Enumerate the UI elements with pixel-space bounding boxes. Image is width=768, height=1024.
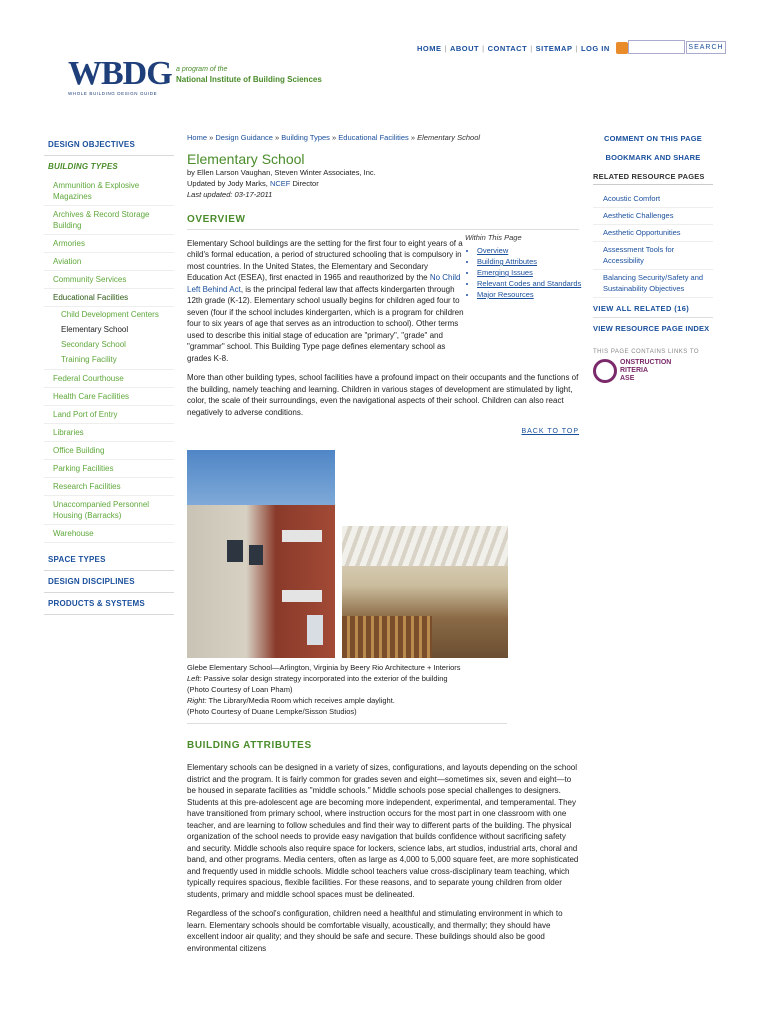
building-attributes-heading: BUILDING ATTRIBUTES bbox=[187, 739, 312, 751]
logo-program-of: a program of the bbox=[176, 66, 228, 73]
breadcrumb-home[interactable]: Home bbox=[187, 133, 208, 142]
within-title: Within This Page bbox=[465, 233, 522, 242]
sidebar-item[interactable]: Archives & Record Storage Building bbox=[44, 206, 174, 235]
window bbox=[249, 545, 263, 565]
search-button[interactable]: SEARCH bbox=[686, 41, 726, 54]
sidebar-item[interactable]: Ammunition & Explosive Magazines bbox=[44, 177, 174, 206]
library-photo bbox=[342, 526, 508, 658]
sidebar-item[interactable]: Armories bbox=[44, 235, 174, 253]
caption-left bbox=[187, 673, 507, 684]
attributes-paragraph-2: Regardless of the school's configuration, children need a healthful and stimulating environment in which to learn. Elementary schools should be comfortable visually, acoustically, and thermally; they should have excellent indoor air quality; and they should be safe and secure. These buildings should also be good environmental citizens bbox=[187, 909, 563, 953]
ccb-line: ONSTRUCTION bbox=[620, 359, 672, 366]
nav-sitemap-link[interactable]: SITEMAP bbox=[535, 43, 573, 53]
ncef-link[interactable]: NCEF bbox=[269, 179, 291, 188]
nav-contact-link[interactable]: CONTACT bbox=[487, 43, 528, 53]
bookmark-link[interactable]: BOOKMARK AND SHARE bbox=[605, 153, 701, 162]
nav-login-link[interactable]: LOG IN bbox=[580, 43, 610, 53]
breadcrumb-sep: » bbox=[209, 133, 214, 142]
related-header: RELATED RESOURCE PAGES bbox=[593, 172, 713, 185]
related-link[interactable]: Assessment Tools for Accessibility bbox=[593, 242, 713, 270]
overview-text: Elementary School buildings are the setting for the first four to eight years of a child's formal education, a period of structured schooling that is compulsory in most countries. In the United States, the Elementary and Secondary Education Act (ESEA), first enacted in 1965 and reauthorized by the bbox=[187, 238, 463, 282]
sidebar-item[interactable]: Warehouse bbox=[44, 525, 174, 543]
view-index-link[interactable]: VIEW RESOURCE PAGE INDEX bbox=[593, 324, 710, 333]
sidebar-design-disciplines[interactable]: DESIGN DISCIPLINES bbox=[44, 571, 174, 593]
updated-prefix: Updated by Jody Marks, bbox=[187, 179, 270, 188]
breadcrumb-sep: » bbox=[275, 133, 280, 142]
breadcrumb-sep: » bbox=[410, 133, 416, 142]
left-sidebar bbox=[44, 134, 174, 615]
sidebar-item-educational[interactable]: Educational Facilities bbox=[44, 289, 174, 307]
photo-caption bbox=[187, 662, 507, 724]
logo-institute: National Institute of Building Sciences bbox=[176, 75, 322, 84]
sidebar-item[interactable]: Research Facilities bbox=[44, 478, 174, 496]
sidebar-item[interactable]: Unaccompanied Personnel Housing (Barracks) bbox=[44, 496, 174, 525]
byline bbox=[187, 167, 579, 200]
caption-credit-1: (Photo Courtesy of Loan Pham) bbox=[187, 684, 293, 694]
ccb-label: THIS PAGE CONTAINS LINKS TO bbox=[593, 349, 700, 355]
sidebar-item[interactable]: Federal Courthouse bbox=[44, 370, 174, 388]
bookshelf bbox=[342, 616, 432, 658]
nav-separator: | bbox=[482, 43, 485, 53]
caption-credit-2: (Photo Courtesy of Duane Lempke/Sisson Studios) bbox=[187, 706, 357, 716]
attributes-paragraph-1: Elementary schools can be designed in a variety of sizes, configurations, and layouts depending on the school district and the program. It is fairly common for grades seven and eight—sometimes six, seven and eight—to be housed in separate facilities as "middle schools." Middle schools pose special challenges to designers. Students at this pre-adolescent age are becoming more independent, experimental, and temperamental. They have transitioned from primary school, where instruction occurs for the most part in one classroom with one teacher, and are learning to follow schedules and find their way to different parts of the building. The physical organization of the school needs to provide easy navigation that builds confidence without sacrificing safety and security. Middle schools also require space for lockers, science labs, art studios, industrial arts, choral and band, and other programs. Media centers, often as large as 4,000 to 5,000 square feet, are more sophisticated and frequently used in middle schools. Middle school teachers value cross-disciplinary team teaching, which typically requires spacious, flexible facilities. For these reasons, and to separate young children from older students, primary and middle school spaces must be delineated. bbox=[187, 763, 579, 899]
right-sidebar bbox=[593, 134, 713, 383]
sidebar-products-systems[interactable]: PRODUCTS & SYSTEMS bbox=[44, 593, 174, 615]
sidebar-item[interactable]: Aviation bbox=[44, 253, 174, 271]
window bbox=[282, 590, 322, 602]
related-link[interactable]: Acoustic Comfort bbox=[593, 191, 713, 208]
sidebar-item[interactable]: Community Services bbox=[44, 271, 174, 289]
nav-separator: | bbox=[530, 43, 533, 53]
ccb-circle-icon bbox=[593, 359, 617, 383]
top-navigation bbox=[414, 42, 643, 54]
caption-left-label: Left: bbox=[187, 673, 202, 683]
caption-left-text: Passive solar design strategy incorporated into the exterior of the building bbox=[201, 673, 448, 683]
nclb-link[interactable]: No Child Left Behind Act bbox=[187, 273, 461, 294]
logo-wordmark: WBDG bbox=[68, 55, 172, 92]
photo-gallery bbox=[187, 450, 579, 658]
sidebar-subitem[interactable]: Child Development Centers bbox=[61, 310, 159, 319]
site-logo[interactable] bbox=[68, 55, 322, 96]
breadcrumb-building-types[interactable]: Building Types bbox=[281, 133, 330, 142]
sidebar-item[interactable]: Land Port of Entry bbox=[44, 406, 174, 424]
within-link-issues[interactable]: • Emerging Issues bbox=[477, 267, 583, 278]
ccb-logo[interactable] bbox=[593, 359, 713, 383]
within-link-attributes[interactable]: • Building Attributes bbox=[477, 256, 583, 267]
main-content bbox=[187, 132, 582, 962]
comment-link[interactable]: COMMENT ON THIS PAGE bbox=[603, 134, 703, 143]
nav-about-link[interactable]: ABOUT bbox=[449, 43, 480, 53]
sidebar-design-objectives[interactable]: DESIGN OBJECTIVES bbox=[44, 134, 174, 156]
caption-right-label: Right: bbox=[187, 695, 207, 705]
sidebar-subitem[interactable]: Secondary School bbox=[61, 340, 126, 349]
within-link-overview[interactable]: • Overview bbox=[477, 245, 583, 256]
updated-line bbox=[187, 178, 579, 189]
ccb-text bbox=[620, 359, 671, 383]
within-link-codes[interactable]: • Relevant Codes and Standards bbox=[477, 278, 583, 289]
logo-tagline: WHOLE BUILDING DESIGN GUIDE bbox=[68, 91, 158, 96]
author-line: by Ellen Larson Vaughan, Steven Winter Associates, Inc. bbox=[187, 168, 376, 177]
sidebar-building-types[interactable]: BUILDING TYPES bbox=[48, 162, 118, 171]
view-all-related-link[interactable]: VIEW ALL RELATED (16) bbox=[593, 304, 713, 318]
sidebar-space-types[interactable]: SPACE TYPES bbox=[44, 549, 174, 571]
overview-heading: OVERVIEW bbox=[187, 214, 579, 230]
overview-paragraph-2: More than other building types, school facilities have a profound impact on their occupants and the functions of the building, namely teaching and learning. Children in various stages of development are stimulated by light, color, the scale of their surroundings, even the navigational aspects of their school. Children can also react negatively to adverse conditions. bbox=[187, 373, 579, 417]
sidebar-subitem-current[interactable]: Elementary School bbox=[61, 325, 129, 334]
ccb-line: ASE bbox=[620, 375, 635, 382]
search-input[interactable] bbox=[628, 40, 685, 54]
nav-separator: | bbox=[575, 43, 578, 53]
nav-home-link[interactable]: HOME bbox=[417, 43, 442, 53]
sidebar-item[interactable]: Parking Facilities bbox=[44, 460, 174, 478]
related-link[interactable]: Aesthetic Challenges bbox=[593, 208, 713, 225]
sidebar-item[interactable]: Office Building bbox=[44, 442, 174, 460]
breadcrumb-current: Elementary School bbox=[417, 133, 481, 142]
breadcrumb-sep: » bbox=[332, 133, 337, 142]
sidebar-item[interactable]: Health Care Facilities bbox=[44, 388, 174, 406]
breadcrumb bbox=[187, 132, 579, 144]
breadcrumb-design-guidance[interactable]: Design Guidance bbox=[215, 133, 273, 142]
page-title: Elementary School bbox=[187, 150, 305, 167]
window bbox=[227, 540, 243, 562]
within-link-resources[interactable]: • Major Resources bbox=[477, 289, 583, 300]
caption-right bbox=[187, 695, 507, 706]
overview-paragraph-1 bbox=[187, 238, 465, 365]
door bbox=[307, 615, 323, 645]
skylight-roof bbox=[342, 526, 508, 566]
sidebar-item[interactable]: Libraries bbox=[44, 424, 174, 442]
sky bbox=[187, 450, 335, 505]
window bbox=[282, 530, 322, 542]
caption-right-text: The Library/Media Room which receives ample daylight. bbox=[206, 695, 395, 705]
back-to-top-link[interactable]: BACK TO TOP bbox=[521, 428, 579, 435]
school-exterior-photo bbox=[187, 450, 335, 658]
caption-title: Glebe Elementary School—Arlington, Virginia by Beery Rio Architecture + Interiors bbox=[187, 662, 461, 672]
related-link[interactable]: Balancing Security/Safety and Sustainability Objectives bbox=[593, 270, 713, 298]
nav-separator: | bbox=[444, 43, 447, 53]
sidebar-subitem[interactable]: Training Facility bbox=[44, 352, 174, 370]
overview-text: , is the principal federal law that affects kindergarten through 12th grade (K-12). Elementary school usually begins for children aged four to seven (four if the school includes kindergarten, which is a program for children four to six years of age that serves as an introduction to school). Other terms used to describe this initial stage of education are "primary", "grade" and "grammar" school. This Building Type page defines elementary school as grades K-8. bbox=[187, 284, 464, 363]
rss-icon[interactable] bbox=[616, 42, 628, 54]
last-updated: Last updated: 03-17-2011 bbox=[187, 190, 273, 199]
updated-suffix: Director bbox=[290, 179, 319, 188]
breadcrumb-educational[interactable]: Educational Facilities bbox=[338, 133, 409, 142]
ccb-line: RITERIA bbox=[620, 367, 648, 374]
within-this-page bbox=[465, 232, 583, 300]
related-link[interactable]: Aesthetic Opportunities bbox=[593, 225, 713, 242]
